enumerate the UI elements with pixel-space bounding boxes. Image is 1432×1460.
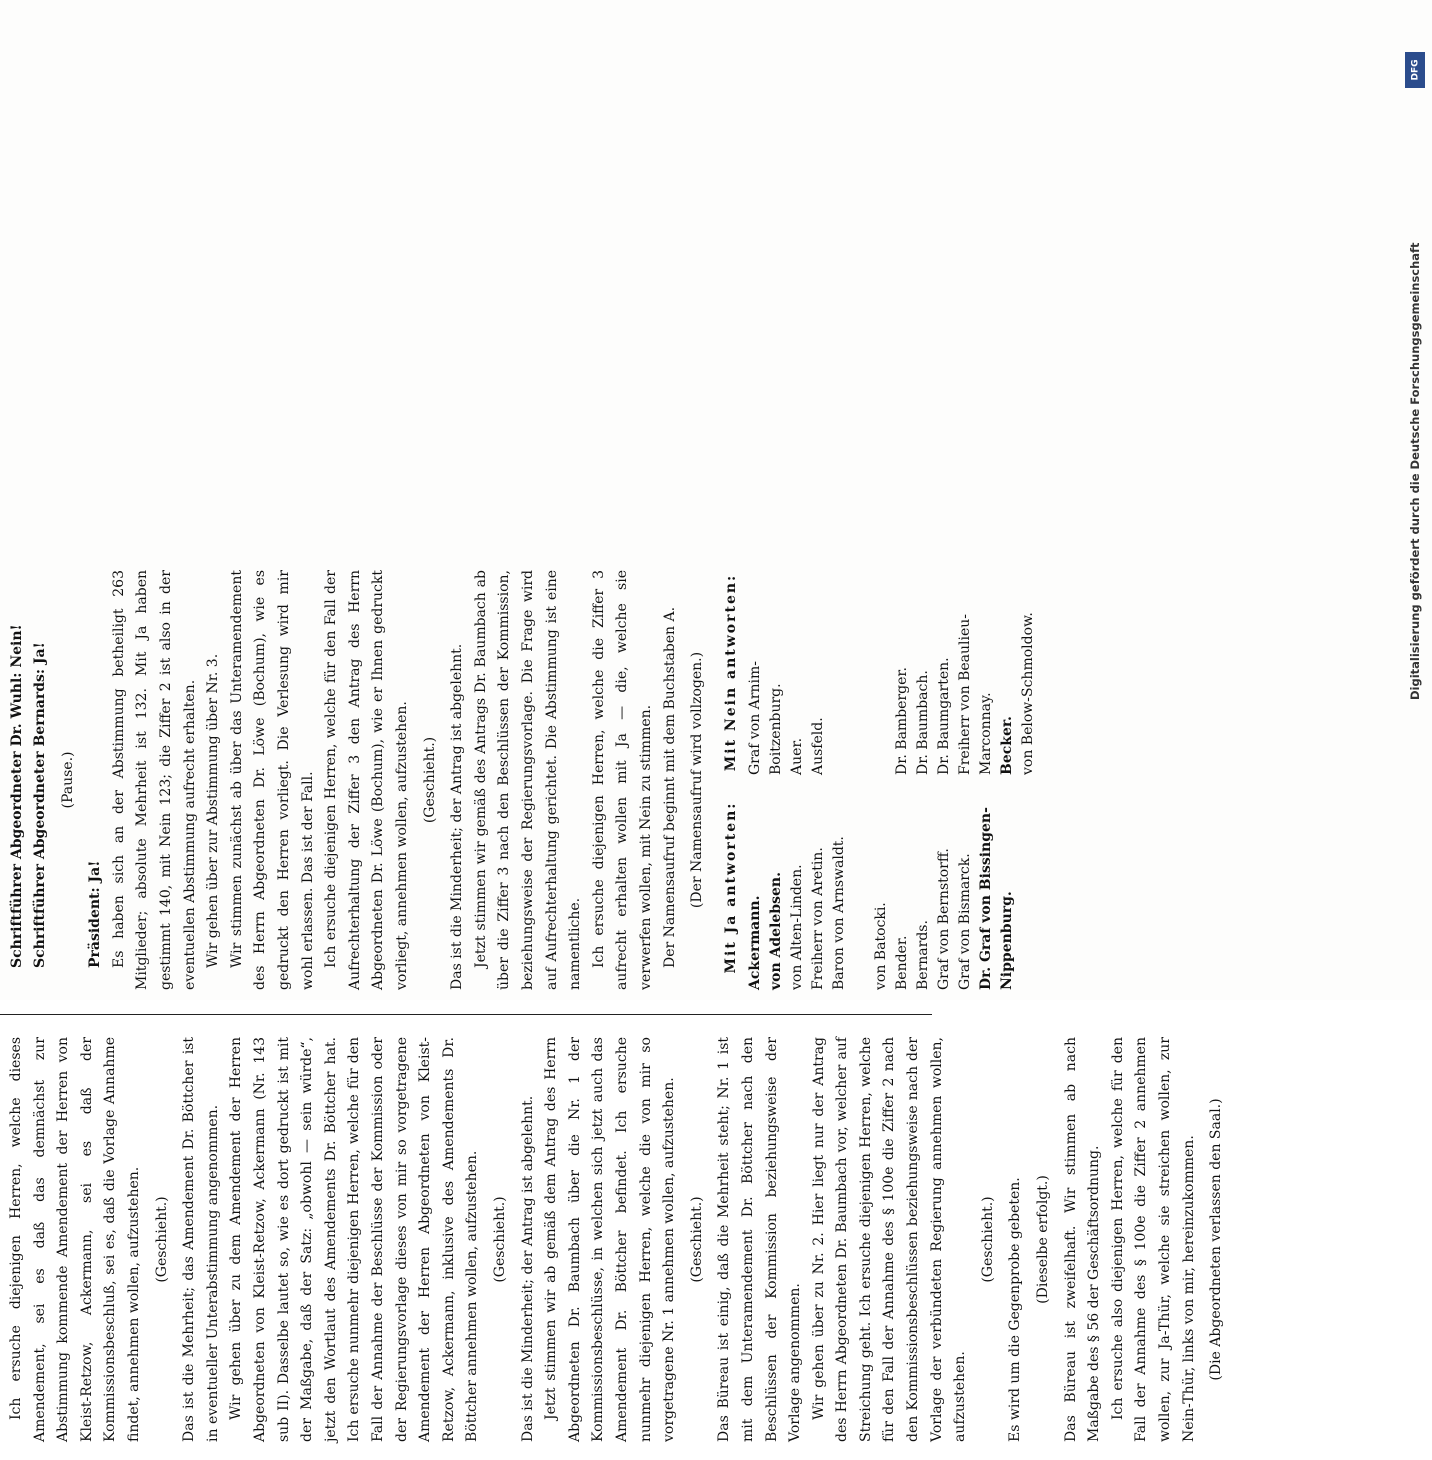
nein-name: von Below-Schmoldow. [1020, 612, 1037, 775]
vote-statement: Schriftführer Abgeordneter Bernards: Ja! [32, 642, 49, 968]
paragraph: Wir gehen über zu dem Amendement der Herren Abgeordneten von Kleist-Retzow, Ackermann (Nr. 143 sub II). Dasselbe lautet so, wie es dort gedruckt ist mit der Maßgabe, daß der Satz: „obwohl — sein würde“, jetzt den Wortlaut des Amendements Dr. Böttcher hat. Ich ersuche nunmehr diejenigen Herren, welche für den Fall der Annahme der Beschlüsse der Kommission oder der Regierungsvorlage dieses von mir so vorgetragene Amendement der Herren Abgeordneten von Kleist-Retzow, Ackermann, inklusive des Amendements Dr. Böttcher annehmen wollen, aufzustehen. [228, 1037, 481, 1442]
paragraph: Ich ersuche diejenigen Herren, welche die Ziffer 3 aufrecht erhalten wollen mit Ja — die, welche sie verwerfen wollen, mit Nein zu stimmen. [590, 570, 654, 990]
nein-name: Becker. [999, 716, 1016, 775]
paragraph: Es haben sich an der Abstimmung betheiligt 263 Mitglieder; absolute Mehrheit ist 132. Mit Ja haben gestimmt 140, mit Nein 123; die Ziffer 2 ist also in der eventuellen Abstimmung aufrecht erhalten. [110, 570, 198, 990]
dfg-logo [1405, 52, 1425, 88]
paragraph: Wir gehen über zur Abstimmung über Nr. 3. [205, 653, 222, 968]
stage-direction: (Dieselbe erfolgt.) [1035, 1175, 1052, 1304]
nein-name: Freiherr von Beaulieu-Marconnay. [957, 613, 995, 775]
roll-call-lists [714, 570, 1040, 990]
ja-name: Ackermann. [747, 895, 764, 990]
ja-name: Baron von Arnswaldt. [831, 836, 848, 990]
stage-direction: (Geschieht.) [421, 736, 438, 824]
paragraph: Ich ersuche also diejenigen Herren, welche für den Fall der Annahme des § 100e die Ziffer 2 annehmen wollen, zur Ja-Thür, welche sie streichen wollen, zur Nein-Thür, links von mir, hereinzukommen. [1109, 1037, 1197, 1442]
nein-name [871, 570, 892, 775]
ja-heading: Mit Ja antworten: [722, 801, 739, 974]
stage-direction: (Der Namensaufruf wird vollzogen.) [689, 651, 706, 909]
paragraph: Das Büreau ist zweifelhaft. Wir stimmen ab nach Maßgabe des § 56 der Geschäftsordnung. [1062, 1037, 1103, 1442]
right-column [0, 570, 1037, 990]
funding-strip [1402, 0, 1432, 1000]
nein-list [714, 570, 1040, 775]
left-column [0, 1037, 1225, 1442]
ja-name [850, 785, 871, 990]
paragraph: Das Büreau ist einig, daß die Mehrheit steht; Nr. 1 ist mit dem Unteramendement Dr. Böttcher nach den Beschlüssen der Kommission beziehungsweise der Vorlage angenommen. [716, 1037, 804, 1442]
paragraph: Das ist die Minderheit; der Antrag ist abgelehnt. [519, 1095, 536, 1442]
nein-name [850, 570, 871, 775]
vote-statement [0, 570, 6, 990]
paragraph: Der Namensaufruf beginnt mit dem Buchstaben A. [661, 606, 678, 968]
nein-heading: Mit Nein antworten: [722, 573, 739, 772]
ja-name: von Adelebsen. [768, 872, 785, 990]
stage-direction: (Pause.) [59, 751, 76, 809]
paragraph: Das ist die Mehrheit; das Amendement Dr. Böttcher ist in eventueller Unterabstimmung angenommen. [181, 1037, 221, 1442]
paragraph: Wir stimmen zunächst ab über das Unteramendement des Herrn Abgeordneten Dr. Löwe (Bochum), wie es gedruckt den Herren vorliegt. Die Verlesung wird mir wohl erlassen. Das ist der Fall. [228, 570, 316, 990]
ja-name: Bender. [894, 935, 911, 990]
stage-direction: (Geschieht.) [688, 1196, 705, 1283]
ja-name: Bernards. [915, 920, 932, 990]
ja-name: Dr. Graf von Bissingen-Nippenburg. [978, 807, 1016, 990]
dfg-logo-text: DFG [1410, 59, 1421, 81]
paragraph: Das ist die Minderheit; der Antrag ist abgelehnt. [449, 643, 466, 990]
nein-name: Graf von Arnim-Boitzenburg. [747, 661, 785, 775]
stage-direction: (Geschieht.) [491, 1196, 508, 1283]
nein-name: Dr. Baumgarten. [936, 657, 953, 775]
column-divider [0, 1014, 932, 1015]
stage-direction: (Die Abgeordneten verlassen den Saal.) [1208, 1098, 1225, 1381]
nein-name: Ausfeld. [810, 717, 827, 775]
nein-name: Auer. [789, 737, 806, 775]
ja-name: von Batocki. [873, 902, 890, 990]
ja-list [714, 785, 1040, 990]
ja-name: von Alten-Linden. [789, 864, 806, 990]
ja-name: Graf von Bismarck. [957, 853, 974, 990]
ja-name: Freiherr von Aretin. [810, 847, 827, 990]
paragraph: Es wird um die Gegenprobe gebeten. [1007, 1177, 1024, 1442]
nein-name [829, 570, 850, 775]
paragraph: Jetzt stimmen wir ab gemäß dem Antrag des Herrn Abgeordneten Dr. Baumbach über die Nr. 1 der Kommissionsbeschlüsse, in welchen sich jetzt auch das Amendement Dr. Böttcher befindet. Ich ersuche nunmehr diejenigen Herren, welche die von mir so vorgetragene Nr. 1 annehmen wollen, aufzustehen. [543, 1037, 678, 1442]
rotated-document-page [0, 560, 1225, 1460]
paragraph: Ich ersuche diejenigen Herren, welche dieses Amendement, sei es daß das demnächst zur Abstimmung kommende Amendement der Herren von Kleist-Retzow, Ackermann, sei es daß der Kommissionsbeschluß, sei es, daß die Vorlage Annahme findet, annehmen wollen, aufzustehen. [8, 1037, 143, 1442]
stage-direction: (Geschieht.) [979, 1196, 996, 1283]
stage-direction: (Geschieht.) [153, 1196, 170, 1283]
paragraph: Ich ersuche diejenigen Herren, welche für den Fall der Aufrechterhaltung der Ziffer 3 den Antrag des Herrn Abgeordneten Dr. Löwe (Bochum), wie er Ihnen gedruckt vorliegt, annehmen wollen, aufzustehen. [323, 570, 410, 990]
president-statement: Präsident: Ja! [87, 860, 104, 968]
nein-name: Dr. Baumbach. [915, 670, 932, 775]
paragraph: Jetzt stimmen wir gemäß des Antrags Dr. Baumbach ab über die Ziffer 3 nach den Beschlüssen der Kommission, beziehungsweise der Regierungsvorlage. Die Frage wird auf Aufrechterhaltung gerichtet. Die Abstimmung ist eine namentliche. [472, 570, 584, 990]
funding-note: Digitalisierung gefördert durch die Deutsche Forschungsgemeinschaft [1408, 242, 1422, 700]
vote-statement: Schriftführer Abgeordneter Dr. Wuhl: Nein! [8, 624, 25, 968]
paragraph: Wir gehen über zu Nr. 2. Hier liegt nur der Antrag des Herrn Abgeordneten Dr. Baumbach vor, welcher auf Streichung geht. Ich ersuche diejenigen Herren, welche für den Fall der Annahme des § 100e die Ziffer 2 nach den Kommissionsbeschlüssen beziehungsweise nach der Vorlage der verbündeten Regierung annehmen wollen, aufzustehen. [810, 1037, 969, 1442]
nein-name: Dr. Bamberger. [894, 667, 911, 775]
ja-name: Graf von Bernstorff. [936, 848, 953, 990]
